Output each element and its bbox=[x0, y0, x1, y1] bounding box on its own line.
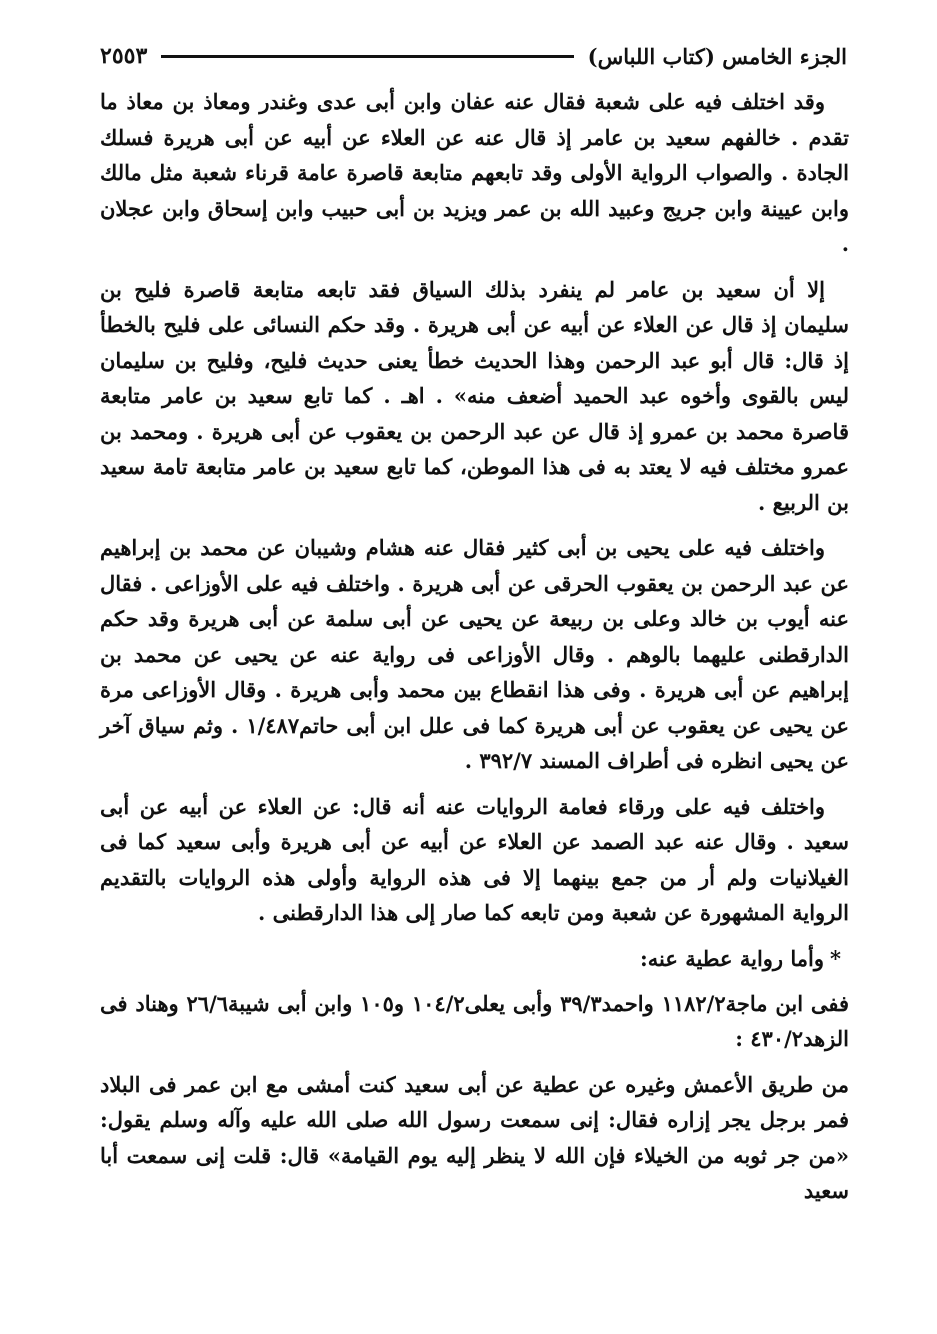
final-paragraph-intro: من طريق الأعمش وغيره عن عطية عن أبى سعيد كنت أمشى مع ابن عمر فى البلاد فمر برجل يجر إزاره فقال: إنى سمعت رسول الله صلى الله عليه وآله وسلم يقول: «من bbox=[100, 1071, 850, 1168]
final-paragraph bbox=[100, 1067, 849, 1209]
running-title: الجزء الخامس (كتاب اللباس) bbox=[587, 43, 847, 69]
paragraph-2: إلا أن سعيد بن عامر لم ينفرد بذلك السياق فقد تابعه متابعة قاصرة فليح بن سليمان إذ قال عن العلاء عن أبيه عن أبى هريرة . وقد حكم النسائى على فليح بالخطأ إذ قال: قال أبو عبد الرحمن وهذا الحديث خطأ يعنى حديث فليح، وفليح بن سليمان ليس بالقوى وأخوه عبد الحميد أضعف منه» . اهـ . كما تابع سعيد بن عامر متابعة قاصرة محمد بن عمرو إذ قال عن عبد الرحمن بن يعقوب عن أبى هريرة . ومحمد بن عمرو مختلف فيه لا يعتد به فى هذا الموطن، كما تابع سعيد بن عامر متابعة تامة سعيد بن الربيع . bbox=[100, 276, 849, 515]
sources-paragraph: ففى ابن ماجة١١٨٢/٢ واحمد٣٩/٣ وأبى يعلى١٠٤/٢ و١٠٥ وابن أبى شيبة٢٦/٦ وهناد فى الزهد٤٣٠/٢ : bbox=[100, 990, 850, 1051]
section-heading-text: وأما رواية عطية عنه: bbox=[640, 945, 825, 971]
hadith-quote: جر ثوبه من الخيلاء فإن الله لا ينظر إليه يوم القيامة» bbox=[327, 1142, 801, 1168]
final-paragraph-outro: قال: قلت إنى سمعت أبا سعيد bbox=[100, 1142, 849, 1203]
paragraph-3: واختلف فيه على يحيى بن أبى كثير فقال عنه هشام وشيبان عن محمد بن إبراهيم عن عبد الرحمن بن يعقوب الحرقى عن أبى هريرة . واختلف فيه على الأوزاعى . فقال عنه أيوب بن خالد وعلى بن ربيعة عن يحيى عن أبى سلمة عن أبى هريرة وقد حكم الدارقطنى عليهما بالوهم . وقال الأوزاعى فى رواية عنه عن يحيى عن محمد بن إبراهيم عن أبى هريرة . وفى هذا انقطاع بين محمد وأبى هريرة . وقال الأوزاعى مرة عن يحيى عن يعقوب عن أبى هريرة كما فى علل ابن أبى حاتم١/٤٨٧ . وثم سياق آخر عن يحيى انظره فى أطراف المسند ٣٩٢/٧ . bbox=[100, 535, 849, 773]
paragraph-4: واختلف فيه على ورقاء فعامة الروايات عنه أنه قال: عن العلاء عن أبيه عن أبى سعيد . وقال عنه عبد الصمد عن العلاء عن أبيه عن أبى هريرة وأبى سعيد كما فى الغيلانيات ولم أر من جمع بينهما إلا فى هذه الرواية وأولى هذه الروايات بالتقديم الرواية المشهورة عن شعبة ومن تابعه كما صار إلى هذا الدارقطنى . bbox=[100, 793, 849, 925]
paragraph-1: وقد اختلف فيه على شعبة فقال عنه عفان وابن أبى عدى وغندر ومعاذ بن معاذ ما تقدم . خالفهم سعيد بن عامر إذ قال عنه عن العلاء عن أبيه عن أبى هريرة فسلك الجادة . والصواب الرواية الأولى وقد تابعهم متابعة قاصرة عامة قرناء شعبة مثل مالك وابن عيينة وابن جريج وعبيد الله بن عمر ويزيد بن أبى حبيب وابن إسحاق وابن عجلان . bbox=[100, 89, 849, 256]
section-heading bbox=[100, 941, 841, 976]
header-rule bbox=[161, 55, 573, 58]
asterisk-icon: * bbox=[830, 945, 841, 971]
page-body bbox=[100, 84, 849, 1219]
page-header bbox=[100, 36, 847, 76]
page-number: ٢٥٥٣ bbox=[100, 43, 148, 69]
